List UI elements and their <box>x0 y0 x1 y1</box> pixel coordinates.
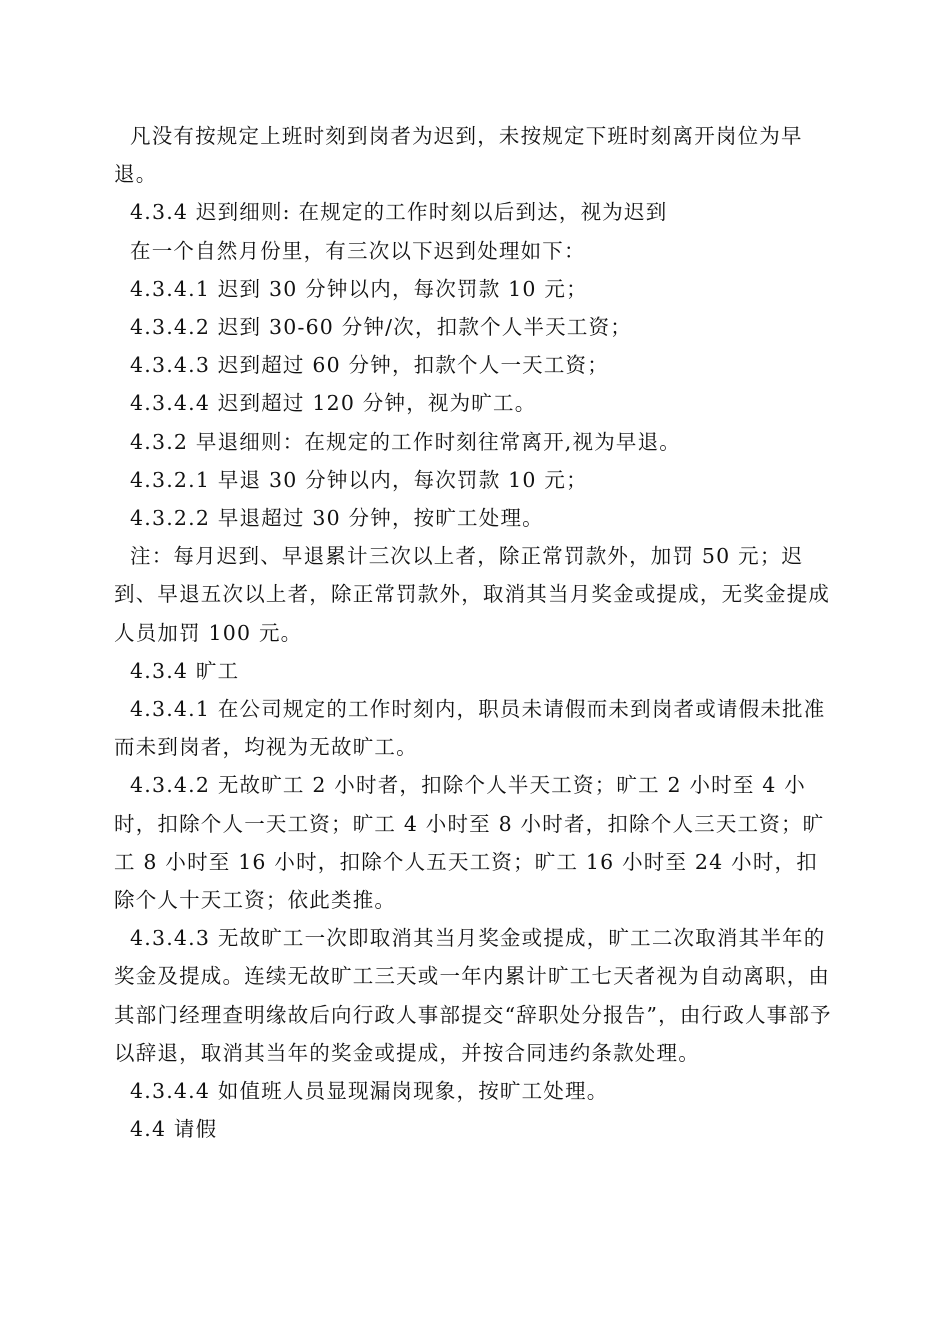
paragraph-note: 注：每月迟到、早退累计三次以上者，除正常罚款外，加罚 50 元；迟到、早退五次以上者，除正常罚款外，取消其当月奖金或提成，无奖金提成人员加罚 100 元。 <box>114 544 831 645</box>
document-body <box>114 117 834 1148</box>
paragraph-late-rule-1: 4.3.4.1 迟到 30 分钟以内，每次罚款 10 元； <box>130 276 588 301</box>
paragraph-late-rule-2: 4.3.4.2 迟到 30-60 分钟/次，扣款个人半天工资； <box>130 315 632 340</box>
paragraph-absence-rule-3: 4.3.4.3 无故旷工一次即取消其当月奖金或提成，旷工二次取消其半年的奖金及提成。连续无故旷工三天或一年内累计旷工七天者视为自动离职，由其部门经理查明缘故后向行政人事部提交“辞职处分报告”，由行政人事部予以辞退，取消其当年的奖金或提成，并按合同违约条款处理。 <box>114 926 832 1065</box>
paragraph-late-rules-heading: 4.3.4 迟到细则: 在规定的工作时刻以后到达，视为迟到 <box>130 200 668 225</box>
paragraph-early-leave-heading: 4.3.2 早退细则：在规定的工作时刻往常离开,视为早退。 <box>130 429 681 454</box>
paragraph-absence-heading: 4.3.4 旷工 <box>130 658 240 683</box>
paragraph-late-early-definition: 凡没有按规定上班时刻到岗者为迟到，未按规定下班时刻离开岗位为早退。 <box>114 124 803 187</box>
paragraph-absence-rule-1: 4.3.4.1 在公司规定的工作时刻内，职员未请假而未到岗者或请假未批准而未到岗者，均视为无故旷工。 <box>114 697 826 760</box>
paragraph-early-leave-rule-1: 4.3.2.1 早退 30 分钟以内，每次罚款 10 元； <box>130 467 588 492</box>
paragraph-late-rule-3: 4.3.4.3 迟到超过 60 分钟，扣款个人一天工资； <box>130 353 609 378</box>
paragraph-leave-heading: 4.4 请假 <box>130 1117 218 1142</box>
paragraph-late-monthly-intro: 在一个自然月份里，有三次以下迟到处理如下： <box>130 238 586 263</box>
paragraph-late-rule-4: 4.3.4.4 迟到超过 120 分钟，视为旷工。 <box>130 391 537 416</box>
paragraph-early-leave-rule-2: 4.3.2.2 早退超过 30 分钟，按旷工处理。 <box>130 506 544 531</box>
paragraph-absence-rule-4: 4.3.4.4 如值班人员显现漏岗现象，按旷工处理。 <box>130 1079 609 1104</box>
paragraph-absence-rule-2: 4.3.4.2 无故旷工 2 小时者，扣除个人半天工资；旷工 2 小时至 4 小时，扣除个人一天工资；旷工 4 小时至 8 小时者，扣除个人三天工资；旷工 8 小时至 16 小时，扣除个人五天工资；旷工 16 小时至 24 小时，扣除个人十天工资；依此类推。 <box>114 773 825 913</box>
